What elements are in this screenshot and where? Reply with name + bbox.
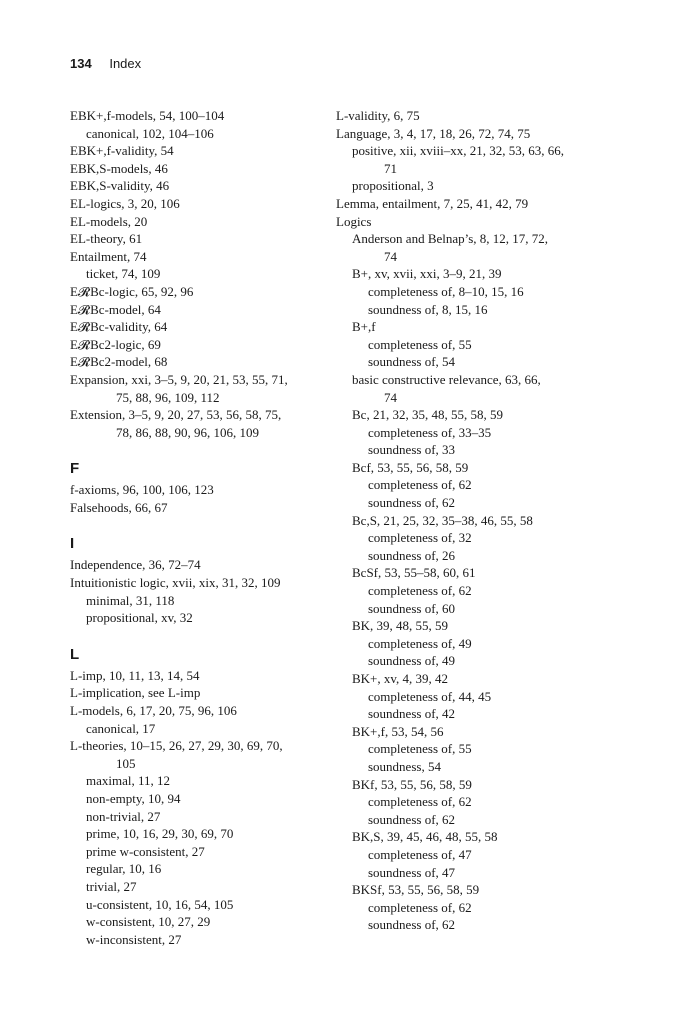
- index-entry: 74: [384, 389, 397, 405]
- index-entry: EBK,S-models, 46: [70, 160, 168, 176]
- index-entry: BcSf, 53, 55–58, 60, 61: [352, 565, 476, 581]
- index-entry: Independence, 36, 72–74: [70, 557, 201, 573]
- index-entry: w-consistent, 10, 27, 29: [86, 914, 211, 930]
- index-entry: E𝓡Bc-model, 64: [70, 301, 161, 317]
- index-column-right: [336, 107, 626, 934]
- index-entry: trivial, 27: [86, 878, 137, 894]
- index-entry: B+,f: [352, 319, 376, 335]
- index-entry: BK, 39, 48, 55, 59: [352, 618, 449, 634]
- index-entry: completeness of, 44, 45: [368, 688, 492, 704]
- index-entry: soundness of, 62: [368, 811, 456, 827]
- page-number: 134: [70, 56, 92, 71]
- index-entry: ticket, 74, 109: [86, 266, 161, 282]
- index-entry: BKSf, 53, 55, 56, 58, 59: [352, 882, 480, 898]
- index-entry: canonical, 17: [86, 720, 156, 736]
- index-entry: B+, xv, xvii, xxi, 3–9, 21, 39: [352, 266, 502, 282]
- index-entry: Logics: [336, 213, 372, 229]
- index-entry: canonical, 102, 104–106: [86, 125, 214, 141]
- index-entry: completeness of, 55: [368, 336, 472, 352]
- index-entry: completeness of, 47: [368, 846, 472, 862]
- running-title: Index: [109, 56, 142, 71]
- index-entry: L-validity, 6, 75: [336, 108, 420, 123]
- index-entry: soundness of, 49: [368, 653, 456, 669]
- index-entry: completeness of, 62: [368, 899, 472, 915]
- index-entry: propositional, 3: [352, 178, 434, 194]
- index-entry: completeness of, 55: [368, 741, 472, 757]
- index-entry: soundness of, 33: [368, 442, 456, 458]
- index-entry: basic constructive relevance, 63, 66,: [352, 371, 541, 387]
- index-entry: E𝓡Bc2-logic, 69: [70, 336, 161, 352]
- index-entry: 78, 86, 88, 90, 96, 106, 109: [116, 424, 259, 440]
- index-entry: Bc, 21, 32, 35, 48, 55, 58, 59: [352, 407, 503, 423]
- index-entry: positive, xii, xviii–xx, 21, 32, 53, 63, 66,: [352, 143, 564, 159]
- index-entry: non-empty, 10, 94: [86, 791, 181, 806]
- index-entry: EL-logics, 3, 20, 106: [70, 195, 180, 211]
- index-entry: 105: [116, 755, 136, 771]
- index-column-left: [70, 107, 320, 948]
- index-entry: Lemma, entailment, 7, 25, 41, 42, 79: [336, 195, 529, 211]
- index-entry: Anderson and Belnap’s, 8, 12, 17, 72,: [352, 231, 549, 247]
- index-entry: completeness of, 32: [368, 530, 472, 546]
- index-entry: completeness of, 49: [368, 635, 472, 651]
- index-entry: f-axioms, 96, 100, 106, 123: [70, 482, 214, 498]
- index-entry: soundness of, 54: [368, 354, 456, 370]
- index-entry: Bc,S, 21, 25, 32, 35–38, 46, 55, 58: [352, 512, 533, 528]
- index-entry: L-theories, 10–15, 26, 27, 29, 30, 69, 70,: [70, 738, 283, 754]
- index-entry: completeness of, 8–10, 15, 16: [368, 283, 524, 299]
- index-entry: EBK+,f-validity, 54: [70, 143, 174, 159]
- index-entry: Bcf, 53, 55, 56, 58, 59: [352, 459, 469, 475]
- index-entry: soundness of, 62: [368, 917, 456, 933]
- index-entry: soundness of, 47: [368, 864, 456, 880]
- index-entry: L-implication, see L-imp: [70, 685, 201, 701]
- index-entry: BK,S, 39, 45, 46, 48, 55, 58: [352, 829, 498, 845]
- index-entry: Expansion, xxi, 3–5, 9, 20, 21, 53, 55, 71,: [70, 371, 288, 387]
- index-entry: regular, 10, 16: [86, 861, 162, 877]
- index-entry: EBK,S-validity, 46: [70, 178, 170, 194]
- index-entry: prime, 10, 16, 29, 30, 69, 70: [86, 826, 234, 842]
- index-entry: Entailment, 74: [70, 248, 147, 264]
- index-entry: 75, 88, 96, 109, 112: [116, 389, 220, 405]
- running-header: [70, 56, 141, 71]
- index-entry: 74: [384, 248, 397, 264]
- index-entry: EL-models, 20: [70, 213, 148, 229]
- index-entry: E𝓡Bc-logic, 65, 92, 96: [70, 283, 194, 299]
- index-section-heading: L: [70, 645, 80, 663]
- index-entry: soundness of, 26: [368, 547, 456, 563]
- index-entry: completeness of, 62: [368, 794, 472, 810]
- index-entry: u-consistent, 10, 16, 54, 105: [86, 896, 234, 912]
- index-entry: EBK+,f-models, 54, 100–104: [70, 108, 225, 123]
- index-entry: soundness of, 60: [368, 600, 456, 616]
- index-entry: BK+,f, 53, 54, 56: [352, 723, 444, 739]
- index-entry: E𝓡Bc-validity, 64: [70, 319, 168, 335]
- index-entry: soundness, 54: [368, 758, 441, 774]
- index-entry: completeness of, 62: [368, 477, 472, 493]
- index-entry: EL-theory, 61: [70, 231, 143, 247]
- index-entry: soundness of, 62: [368, 495, 456, 511]
- index-entry: completeness of, 33–35: [368, 424, 492, 440]
- index-entry: prime w-consistent, 27: [86, 843, 205, 859]
- index-entry: minimal, 31, 118: [86, 592, 175, 608]
- index-entry: soundness of, 42: [368, 706, 456, 722]
- index-entry: Falsehoods, 66, 67: [70, 499, 168, 515]
- index-entry: w-inconsistent, 27: [86, 931, 182, 947]
- index-entry: L-imp, 10, 11, 13, 14, 54: [70, 667, 200, 683]
- index-entry: soundness of, 8, 15, 16: [368, 301, 488, 317]
- index-entry: Language, 3, 4, 17, 18, 26, 72, 74, 75: [336, 125, 531, 141]
- index-entry: Extension, 3–5, 9, 20, 27, 53, 56, 58, 75,: [70, 407, 282, 423]
- index-entry: propositional, xv, 32: [86, 610, 193, 626]
- index-entry: non-trivial, 27: [86, 808, 161, 824]
- index-entry: BKf, 53, 55, 56, 58, 59: [352, 776, 472, 792]
- index-entry: L-models, 6, 17, 20, 75, 96, 106: [70, 703, 237, 719]
- index-section-heading: F: [70, 460, 80, 478]
- index-entry: Intuitionistic logic, xvii, xix, 31, 32, 109: [70, 575, 281, 591]
- index-section-heading: I: [70, 535, 75, 553]
- index-entry: BK+, xv, 4, 39, 42: [352, 671, 449, 686]
- index-entry: 71: [384, 160, 397, 176]
- index-entry: completeness of, 62: [368, 583, 472, 599]
- index-entry: maximal, 11, 12: [86, 773, 171, 789]
- index-entry: E𝓡Bc2-model, 68: [70, 354, 168, 370]
